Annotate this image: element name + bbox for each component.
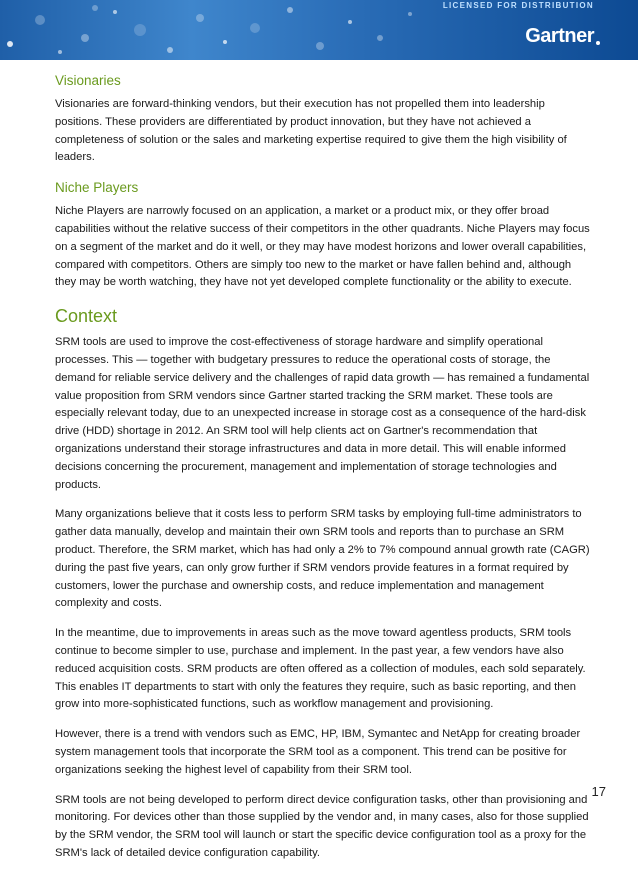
document-body — [55, 72, 590, 875]
section-heading: Niche Players — [55, 180, 139, 196]
paragraph: In the meantime, due to improvements in areas such as the move toward agentless products, SRM tools continue to become simpler to use, purchase and implement. In the past year, a few vendors have also reduced acquisition costs. SRM products are often offered as a collection of modules, each sold separately. This enables IT departments to start with only the features they require, such as basic reporting, and then grow into more-sophisticated functions, such as workflow management and provisioning. — [55, 627, 586, 711]
header-banner — [0, 0, 638, 60]
context-heading: Context — [55, 306, 118, 327]
paragraph: Many organizations believe that it costs less to perform SRM tasks by employing full-time administrators to gather data manually, develop and maintain their own SRM tools and reports than to purchase an SRM product. Therefore, the SRM market, which has had only a 2% to 7% compound annual growth rate (CAGR) during the past five years, can only grow further if SRM vendors provide features in a format required by customers, lower the purchase and ownership costs, and reduce implementation and management complexity and costs. — [55, 508, 590, 610]
paragraph: SRM tools are used to improve the cost-effectiveness of storage hardware and simplify operational processes. This — together with budgetary pressures to reduce the operational costs of storage, the demand for reliable service delivery and the challenges of rapid data growth — has remained a fundamental value proposition from SRM vendors since Gartner started tracking the SRM market. These tools are especially relevant today, due to an unexpected increase in storage cost as a consequence of the hard-disk drive (HDD) shortage in 2012. An SRM tool will help clients act on Gartner's recommendation that organizations understand their storage infrastructures and data in more detail. This will enable informed decisions concerning the procurement, management and implementation of storage technologies and products. — [55, 336, 590, 491]
gartner-logo: Gartner — [525, 25, 594, 47]
paragraph: SRM tools are not being developed to perform direct device configuration tasks, other than provisioning and monitoring. For devices other than those supplied by the vendor and, in many cases, also for those supplied by the SRM vendor, the SRM tool will launch or start the specific device configuration tool as a proxy for the SRM's lack of detailed device configuration capability. — [55, 793, 589, 859]
logo-dot-icon — [596, 41, 600, 45]
license-label: LICENSED FOR DISTRIBUTION — [442, 1, 594, 10]
section-context — [55, 304, 590, 863]
page-number: 17 — [591, 784, 606, 799]
paragraph: However, there is a trend with vendors such as EMC, HP, IBM, Symantec and NetApp for creating broader system management tools that incorporate the SRM tool as a component. This trend can be positive for organizations seeking the highest level of capability from their SRM tool. — [55, 728, 581, 776]
section-visionaries — [55, 72, 590, 167]
section-heading: Visionaries — [55, 73, 121, 88]
paragraph: Niche Players are narrowly focused on an application, a market or a product mix, or they offer broad capabilities without the relative success of their competitors in the other quadrants. Niche Players may focus on a segment of the market and do it well, or they may have modest horizons and lower overall capabilities, compared with competitors. Others are simply too new to the market or have fallen behind and, although they may be worth watching, they have not yet developed complete functionality or the ability to execute. — [55, 205, 590, 289]
section-niche-players — [55, 179, 590, 292]
paragraph: Visionaries are forward-thinking vendors, but their execution has not propelled them into leadership positions. These providers are differentiated by product innovation, but they have not achieved a completeness of solution or the sales and marketing expertise required to give them the high visibility of leaders. — [55, 98, 567, 164]
